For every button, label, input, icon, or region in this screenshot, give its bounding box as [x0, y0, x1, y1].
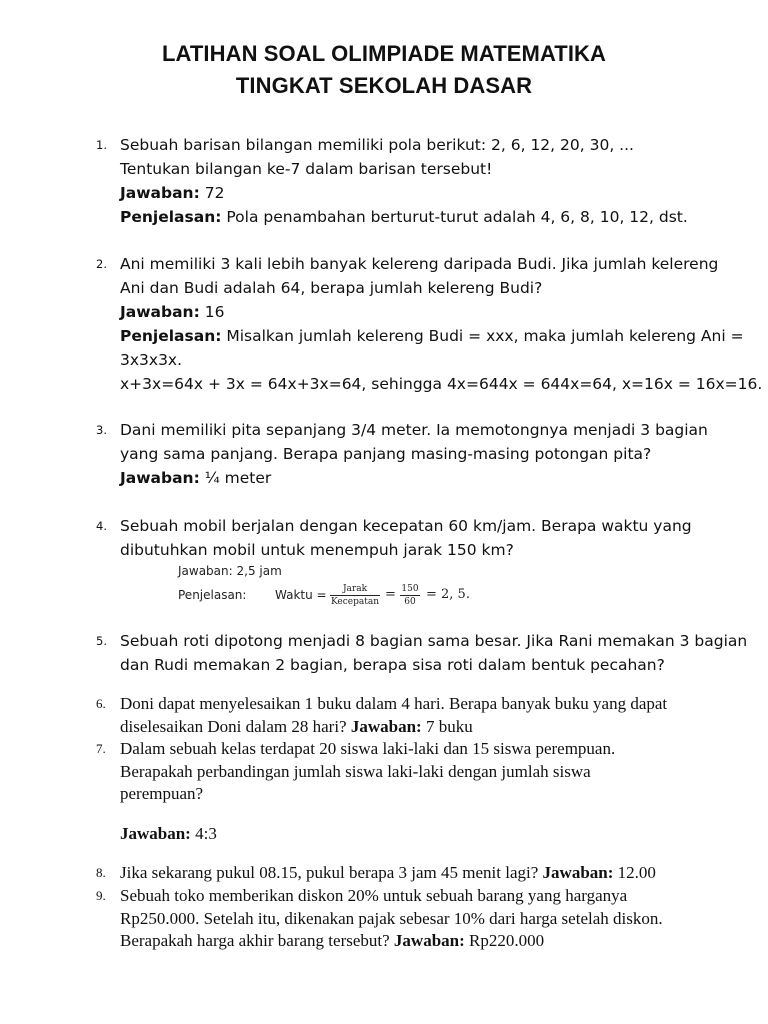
question-number: 9. — [96, 888, 106, 903]
question-text-line: Ani dan Budi adalah 64, berapa jumlah kelereng Budi? — [120, 279, 543, 297]
question-body — [120, 514, 716, 562]
explanation-text: Misalkan jumlah kelereng Budi = xxx, maka jumlah kelereng Ani = — [221, 327, 744, 345]
question-text-line: Rp250.000. Setelah itu, dikenakan pajak sebesar 10% dari harga setelah diskon. — [120, 908, 663, 928]
explanation-text-line: x+3x=64x + 3x = 64x+3x=64, sehingga 4x=644x = 644x=64, x=16x = 16x=16. — [120, 375, 763, 393]
answer-label: Jawaban: — [120, 824, 191, 843]
question-body — [120, 133, 716, 229]
answer-value: 16 — [199, 303, 225, 321]
answer-value: 72 — [199, 184, 225, 202]
solution-answer-line — [178, 564, 282, 578]
question-text-line: Berapakah perbandingan jumlah siswa laki-laki dengan jumlah siswa — [120, 761, 591, 781]
explanation-label: Penjelasan: — [120, 208, 222, 226]
answer-value: 12.00 — [613, 863, 656, 882]
question-body — [120, 862, 716, 885]
question-number: 6. — [96, 696, 106, 711]
answer-value: 7 buku — [421, 716, 473, 736]
question-text: diselesaikan Doni dalam 28 hari? — [120, 716, 351, 736]
question-number: 2. — [96, 257, 107, 271]
question-text-line: Dalam sebuah kelas terdapat 20 siswa laki-laki dan 15 siswa perempuan. — [120, 739, 616, 758]
explanation-text-line: 3x3x3x. — [120, 351, 183, 369]
title-line-1: LATIHAN SOAL OLIMPIADE MATEMATIKA — [161, 41, 607, 66]
question-text-line: Doni dapat menyelesaikan 1 buku dalam 4 hari. Berapa banyak buku yang dapat — [120, 694, 668, 713]
question-number: 7. — [96, 741, 106, 756]
answer-value: Rp220.000 — [464, 931, 545, 950]
question-text-line — [120, 862, 716, 885]
question-text-line: yang sama panjang. Berapa panjang masing-masing potongan pita? — [120, 445, 652, 463]
fraction-numerator: Jarak — [342, 584, 368, 594]
question-text-line — [120, 716, 716, 739]
explanation-text: Pola penambahan berturut-turut adalah 4, 6, 8, 10, 12, dst. — [221, 208, 688, 226]
explanation-label: Penjelasan: — [120, 327, 222, 345]
question-body — [120, 418, 716, 490]
question-body — [120, 629, 748, 677]
question-text-line: Sebuah barisan bilangan memiliki pola berikut: 2, 6, 12, 20, 30, ... — [120, 136, 634, 154]
question-text-line: Sebuah toko memberikan diskon 20% untuk sebuah barang yang harganya — [120, 886, 628, 905]
answer-value: 2,5 jam — [232, 564, 282, 578]
question-number: 3. — [96, 423, 107, 437]
document-title — [0, 38, 768, 102]
question-text-line: dibutuhkan mobil untuk menempuh jarak 150 km? — [120, 541, 514, 559]
answer-label: Jawaban: — [393, 931, 465, 950]
question-text-line — [120, 930, 716, 953]
fraction-bar — [400, 595, 420, 596]
answer-line — [120, 181, 716, 205]
answer-label: Jawaban: — [542, 863, 614, 882]
answer-label: Jawaban: — [120, 303, 200, 321]
fraction-denominator: 60 — [404, 597, 416, 607]
answer-line — [120, 300, 716, 324]
fraction-150-over-60 — [400, 584, 420, 607]
answer-line-text — [120, 823, 740, 846]
answer-line — [120, 823, 740, 846]
fraction-distance-over-speed — [330, 584, 380, 607]
question-text-line: perempuan? — [120, 784, 204, 803]
question-text-line: Sebuah roti dipotong menjadi 8 bagian sama besar. Jika Rani memakan 3 bagian — [120, 632, 748, 650]
question-text-line: Sebuah mobil berjalan dengan kecepatan 60 km/jam. Berapa waktu yang — [120, 517, 692, 535]
question-body — [120, 738, 716, 806]
result-value: = 2, 5. — [426, 587, 470, 602]
question-text-line: dan Rudi memakan 2 bagian, berapa sisa roti dalam bentuk pecahan? — [120, 656, 665, 674]
answer-label: Jawaban: — [178, 564, 233, 578]
explanation-label: Penjelasan: — [178, 588, 247, 602]
answer-label: Jawaban: — [120, 184, 200, 202]
question-text-line: Dani memiliki pita sepanjang 3/4 meter. Ia memotongnya menjadi 3 bagian — [120, 421, 708, 439]
answer-value: 4:3 — [190, 824, 217, 843]
question-text-line: Tentukan bilangan ke-7 dalam barisan tersebut! — [120, 160, 493, 178]
question-number: 5. — [96, 634, 107, 648]
solution-image-block — [178, 564, 478, 608]
question-number: 4. — [96, 519, 107, 533]
question-text: Berapakah harga akhir barang tersebut? — [120, 931, 394, 950]
explanation-line — [120, 205, 716, 229]
answer-line — [120, 466, 716, 490]
question-body — [120, 693, 716, 738]
answer-value: ¼ meter — [199, 469, 272, 487]
equals-sign: = — [385, 587, 396, 602]
title-line-2: TINGKAT SEKOLAH DASAR — [235, 73, 533, 98]
answer-label: Jawaban: — [120, 469, 200, 487]
question-number: 8. — [96, 865, 106, 880]
question-text: Jika sekarang pukul 08.15, pukul berapa 3 jam 45 menit lagi? — [120, 863, 543, 882]
explanation-line — [120, 324, 744, 348]
fraction-denominator: Kecepatan — [330, 597, 380, 607]
question-number: 1. — [96, 138, 107, 152]
answer-label: Jawaban: — [350, 716, 422, 736]
question-body — [120, 885, 716, 953]
explanation-text: Waktu = — [275, 588, 327, 602]
fraction-bar — [330, 595, 380, 596]
question-body — [120, 252, 763, 396]
question-text-line: Ani memiliki 3 kali lebih banyak kelereng daripada Budi. Jika jumlah kelereng — [120, 255, 719, 273]
fraction-numerator: 150 — [401, 584, 419, 594]
